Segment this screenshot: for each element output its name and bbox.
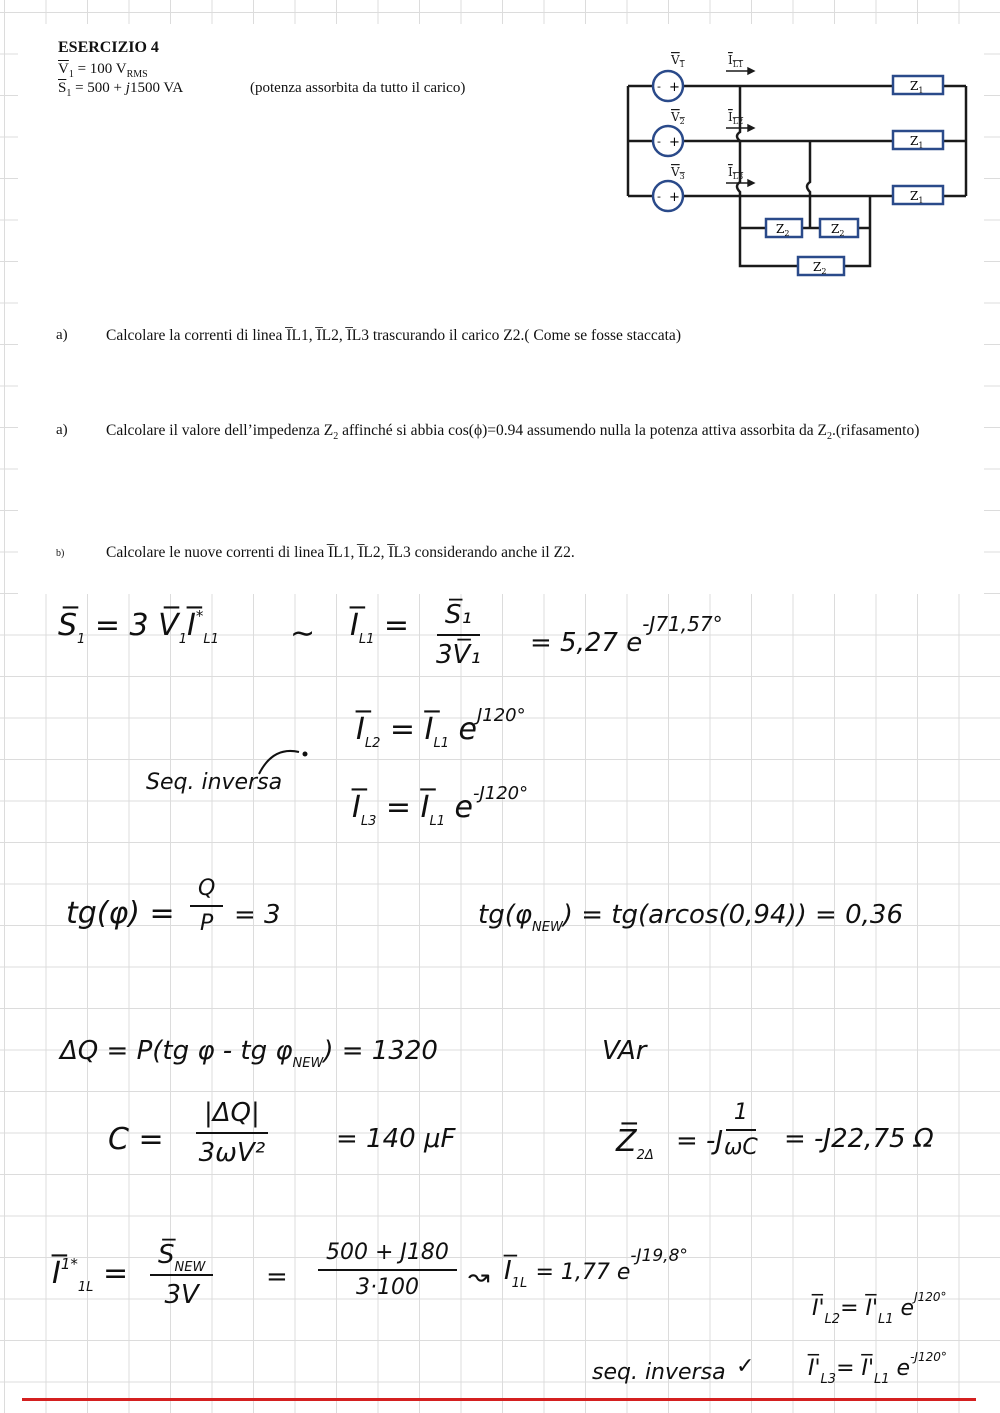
il3-label: $I_{L3}$ (728, 165, 744, 181)
question-2-text: Calcolare il valore dell’impedenza $Z_2$ affinché si abbia cos(ϕ)=0.94 assumendo nulla la potenza attiva assorbita da $Z_2.(rifasamento)$ (106, 422, 920, 443)
eq-inew-fraction: $\frac{S̅_{NEW}}{3V}$ (150, 1240, 213, 1310)
eq-il1-result: = 5,27 $e^{-J71,57^\circ}$ (530, 612, 723, 658)
eq-s1-definition: $S̅_1 = 3$ $V̅_1I̅^*_{L1}$ (58, 607, 219, 647)
seq-inversa-label: Seq. inversa (146, 770, 283, 795)
power-note: (potenza assorbita da tutto il carico) (250, 80, 466, 96)
svg-text:Z2: $Z_2$ (813, 260, 827, 276)
svg-text:+: + (669, 135, 680, 150)
eq-z2-left: $Z̅_{2\Delta}$ (616, 1124, 654, 1163)
il2-label: $I_{L2}$ (728, 110, 744, 126)
eq-inew-left: I̅$^{1*}_{1L}$ = (52, 1255, 129, 1295)
power-given: $\overline{S}_1 = 500 + j1500$ VA (58, 80, 184, 99)
question-2-letter: a) (56, 422, 68, 438)
exercise-title: ESERCIZIO 4 (58, 39, 159, 56)
svg-text:-: - (657, 80, 661, 93)
eq-tg-fraction: $\frac{Q}{P}$ (190, 876, 223, 936)
eq-c-result: = 140 μF (336, 1124, 456, 1154)
eq-inew-result: $I̅_{1L} = 1,77$ $e^{-J19,8^\circ}$ (504, 1246, 688, 1291)
svg-text:+: + (669, 80, 680, 95)
svg-text:-: - (657, 190, 661, 203)
question-1-text: Calcolare la correnti di linea I̅L1, I̅L2, I̅L3 trascurando il carico Z2.( Come se fosse staccata) (106, 327, 681, 344)
eq-il2-new: $I̅'_{L2}=$ $I̅'_{L1}$ $e^{J120^\circ}$ (812, 1290, 947, 1327)
svg-text:Z2: $Z_2$ (776, 222, 790, 238)
eq-il3: $I̅_{L3}$ = $I̅_{L1}$ $e^{-J120^\circ}$ (352, 783, 529, 829)
v2-label: $V_2$ (671, 110, 685, 126)
eq-z2-result: = -J22,75 Ω (784, 1124, 934, 1154)
svg-text:Z1: $Z_1$ (910, 189, 924, 205)
question-3-text: Calcolare le nuove correnti di linea I̅L1, I̅L2, I̅L3 considerando anche il Z2. (106, 544, 575, 561)
seq-arrow-icon (255, 740, 315, 780)
eq-inew-fraction2: $\frac{500 + J180}{3\cdot 100}$ (318, 1240, 457, 1300)
eq-tg-result: = 3 (234, 900, 281, 930)
check-icon: ✓ (736, 1354, 755, 1379)
svg-text:Z1: $Z_1$ (910, 134, 924, 150)
circuit-diagram (598, 24, 978, 289)
il1-label: $I_{L1}$ (728, 53, 744, 69)
eq-delta-q: ΔQ = P(tg φ - tg $\varphi_{NEW}) = 1320$ (60, 1036, 438, 1071)
svg-text:-: - (657, 135, 661, 148)
exercise-sheet (18, 24, 984, 594)
red-rule-line (22, 1398, 976, 1401)
v3-label: $V_3$ (671, 165, 685, 181)
svg-text:Z1: $Z_1$ (910, 79, 924, 95)
eq-il1-fraction: $\frac{\text{S̅₁}}{\text{3V̅₁}}$ (436, 600, 481, 670)
question-1-letter: a) (56, 327, 68, 343)
question-3-letter: b) (56, 548, 65, 559)
v1-label: $V_1$ (671, 53, 685, 69)
eq-inew-eq2: = (266, 1262, 288, 1292)
eq-delta-q-unit: VAr (602, 1036, 647, 1066)
eq-tg-new: $tg(\varphi_{NEW}) = tg(arcos(0,94)) = 0,36$ (478, 900, 903, 935)
voltage-sources (653, 71, 683, 211)
eq-z2-fraction: $\frac{1}{\omega C}$ (724, 1100, 758, 1160)
z1-impedances (893, 76, 943, 205)
svg-text:Z2: $Z_2$ (831, 222, 845, 238)
eq-arrow: ∼ (290, 616, 316, 651)
svg-text:+: + (669, 190, 680, 205)
eq-c-fraction: $\frac{|\Delta Q|}{\text{3ωV²}}$ (196, 1098, 268, 1168)
eq-inew-arrow: ↝ (468, 1262, 490, 1292)
eq-il2: $I̅_{L2}$ = $I̅_{L1}$ $e^{J120^\circ}$ (356, 705, 526, 751)
voltage-given: $\overline{V}_1 = 100$ $V_{RMS}$ (58, 61, 148, 80)
eq-tg-phi: tg(φ) = (66, 896, 175, 931)
source-labels (670, 53, 743, 181)
eq-z2-eq: = -J (676, 1126, 724, 1156)
eq-c-left: C = (108, 1122, 164, 1157)
eq-il1-formula: $I̅_{L1}$ = (350, 608, 410, 647)
eq-il3-new: $I̅'_{L3}=$ $I̅'_{L1}$ $e^{-J120^\circ}$ (808, 1350, 947, 1387)
seq-inversa-label-2: seq. inversa (592, 1360, 726, 1385)
